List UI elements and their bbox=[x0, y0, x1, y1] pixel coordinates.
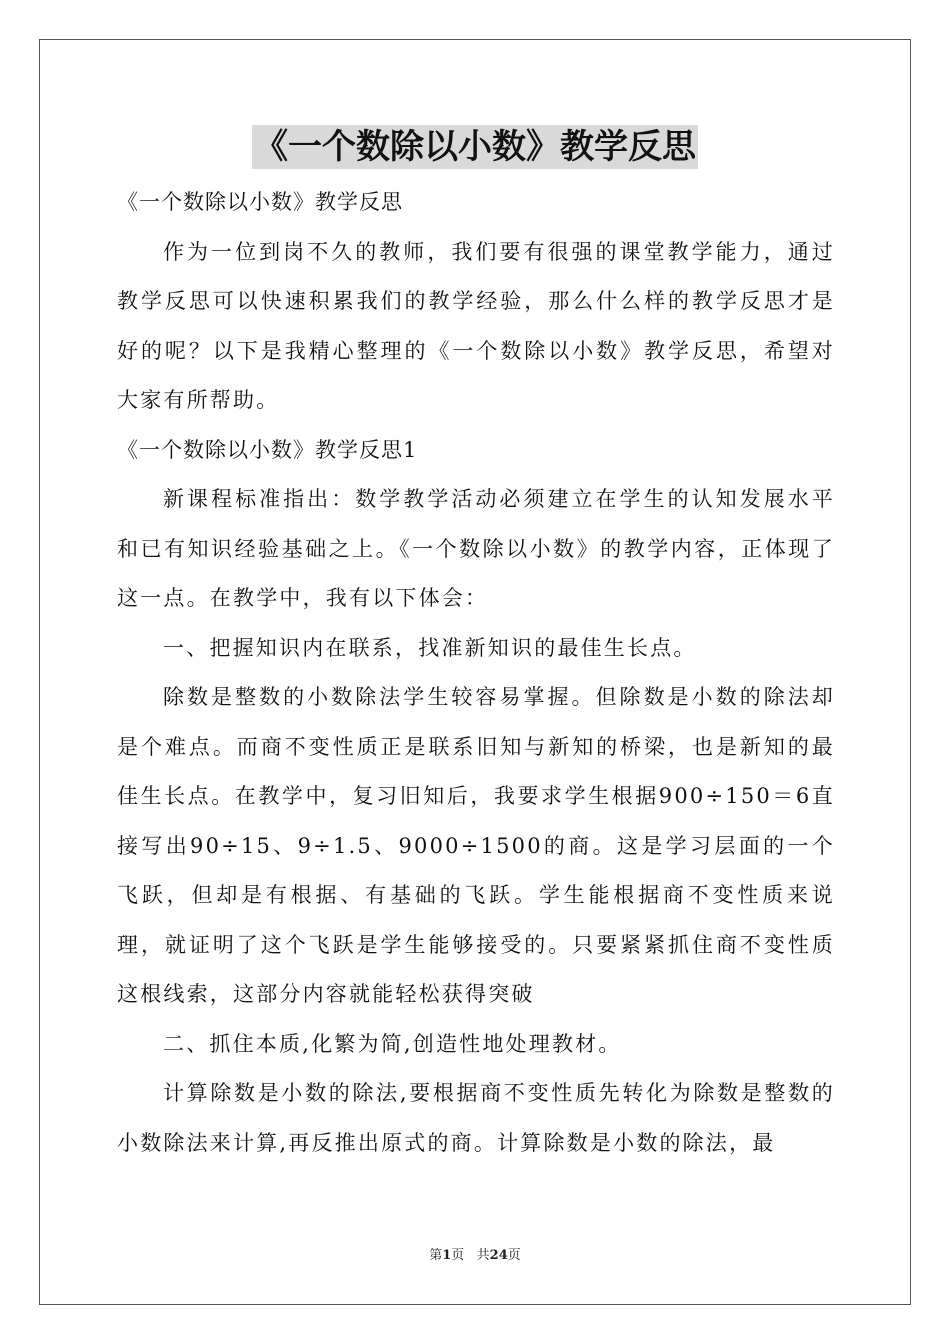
document-title: 《一个数除以小数》教学反思 bbox=[254, 127, 696, 167]
page-footer bbox=[0, 1244, 950, 1263]
paragraph-standards: 新课程标准指出：数学教学活动必须建立在学生的认知发展水平和已有知识经验基础之上。《一个数除以小数》的教学内容，正体现了这一点。在教学中，我有以下体会： bbox=[117, 487, 835, 610]
paragraph-section-heading: 《一个数除以小数》教学反思1 bbox=[117, 437, 418, 462]
paragraph-point-one: 一、把握知识内在联系，找准新知识的最佳生长点。 bbox=[163, 635, 697, 660]
title-container bbox=[0, 125, 950, 169]
paragraph-intro: 作为一位到岗不久的教师，我们要有很强的课堂教学能力，通过教学反思可以快速积累我们的教学经验，那么什么样的教学反思才是好的呢？以下是我精心整理的《一个数除以小数》教学反思，希望对大家有所帮助。 bbox=[117, 239, 835, 412]
footer-page-mid: 页 共 bbox=[451, 1248, 490, 1263]
footer-current-page: 1 bbox=[442, 1248, 452, 1263]
footer-total-pages: 24 bbox=[489, 1248, 508, 1263]
document-body bbox=[117, 178, 835, 1168]
paragraph-point-two: 二、抓住本质,化繁为简,创造性地处理教材。 bbox=[163, 1031, 622, 1056]
paragraph-point-one-body: 除数是整数的小数除法学生较容易掌握。但除数是小数的除法却是个难点。而商不变性质正是联系旧知与新知的桥梁，也是新知的最佳生长点。在教学中，复习旧知后，我要求学生根据900÷150＝6直接写出90÷15、9÷1.5、9000÷1500的商。这是学习层面的一个飞跃，但却是有根据、有基础的飞跃。学生能根据商不变性质来说理，就证明了这个飞跃是学生能够接受的。只要紧紧抓住商不变性质这根线索，这部分内容就能轻松获得突破 bbox=[117, 685, 835, 1006]
footer-page-prefix: 第 bbox=[429, 1248, 443, 1263]
paragraph-point-two-body: 计算除数是小数的除法,要根据商不变性质先转化为除数是整数的小数除法来计算,再反推出原式的商。计算除数是小数的除法，最 bbox=[117, 1081, 835, 1155]
footer-page-suffix: 页 bbox=[507, 1248, 521, 1263]
paragraph-subtitle: 《一个数除以小数》教学反思 bbox=[117, 190, 403, 214]
